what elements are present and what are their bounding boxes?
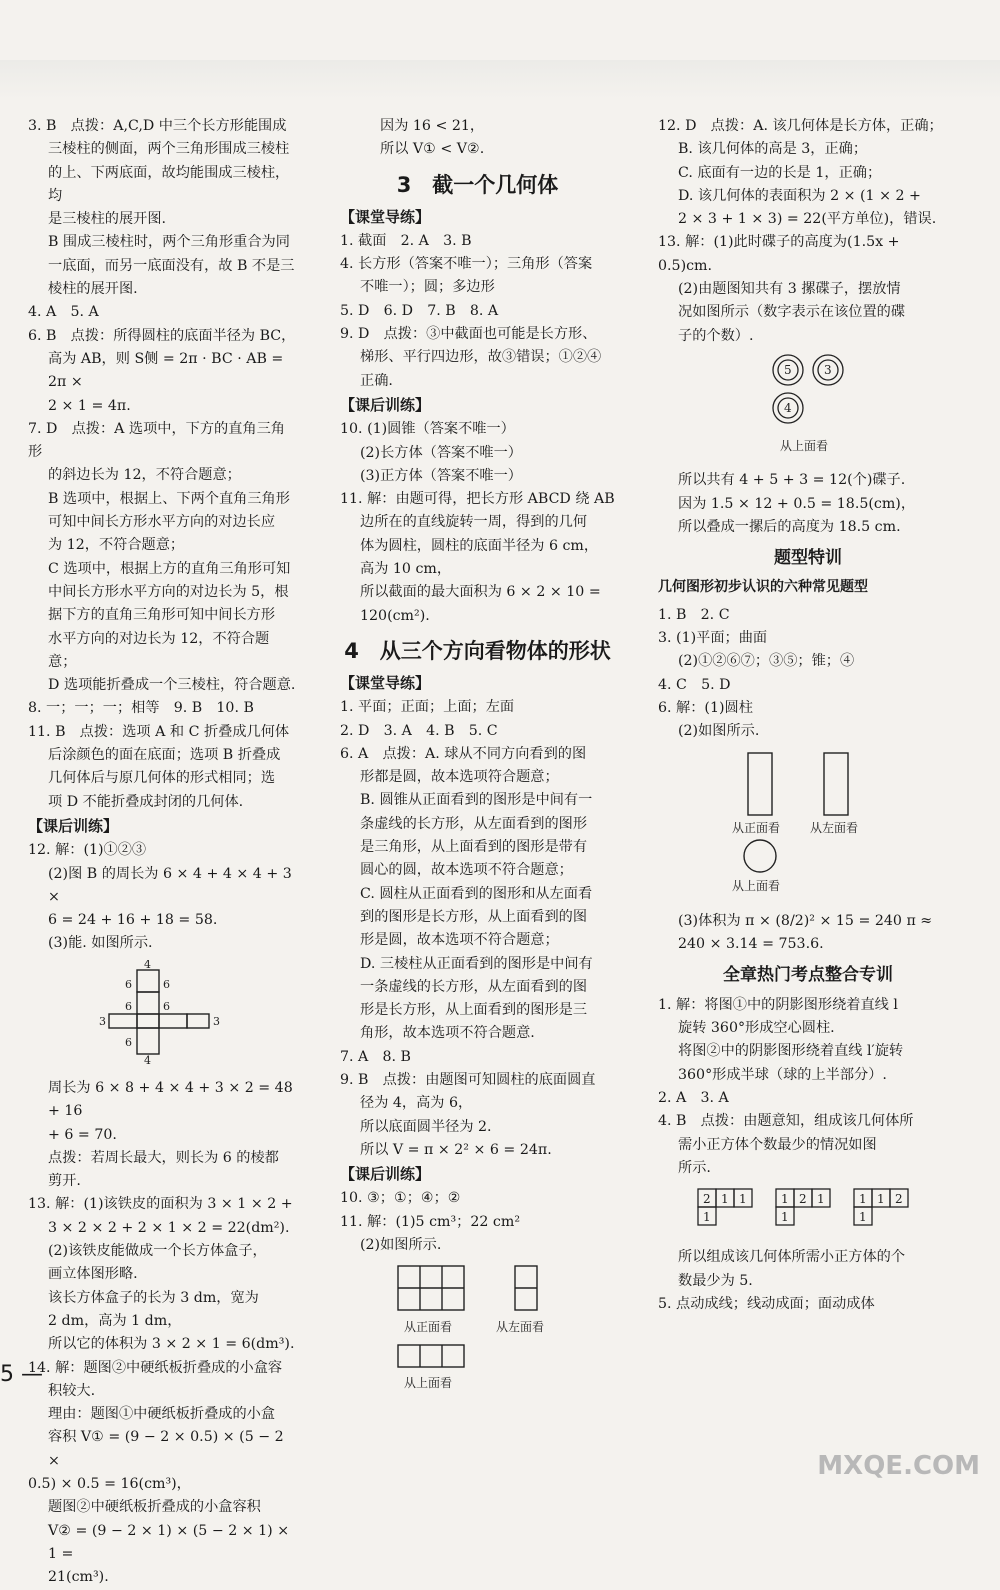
view-top-label: 从上面看: [403, 1376, 452, 1391]
column-1: [28, 115, 296, 1590]
text-line: 子的个数）.: [678, 327, 754, 344]
text-line: 因为 16 < 21，: [380, 118, 485, 134]
text-line: B. 圆锥从正面看到的图形是中间有一: [360, 792, 593, 809]
text-line: C. 圆柱从正面看到的图形和从左面看: [360, 885, 593, 902]
text-line: 所以叠成一摞后的高度为 18.5 cm.: [678, 518, 901, 535]
text-line: 将图②中的阴影图形绕着直线 l′旋转: [678, 1043, 904, 1060]
grid-number: 1: [817, 1192, 825, 1207]
text-line: 形都是圆，故本选项符合题意；: [360, 769, 559, 786]
text-line: 1. B 2. C: [658, 606, 730, 623]
view-left-label: 从左面看: [495, 1320, 544, 1335]
text-line: 14. 解：题图②中硬纸板折叠成的小盒容: [28, 1359, 283, 1376]
text-line: 可知中间长方形水平方向的对边长应: [48, 514, 276, 531]
view-front-label: 从正面看: [732, 820, 781, 835]
text-line: 形是长方形，从上面看到的图形是三: [360, 1002, 588, 1019]
text-line: 所以 V① < V②.: [380, 141, 485, 158]
text-line: 0.5)cm.: [658, 257, 713, 274]
grid-number: 2: [703, 1192, 711, 1207]
text-line: 4. C 5. D: [658, 676, 731, 693]
grid-number: 2: [799, 1192, 807, 1207]
text-line: B 围成三棱柱时，两个三角形重合为同: [48, 234, 290, 251]
text-line: (2)①②⑥⑦；③⑤；锥；④: [678, 653, 855, 670]
text-line: 1. 截面 2. A 3. B: [340, 232, 472, 249]
text-line: (2)如图所示.: [360, 1237, 442, 1254]
text-line: 因为 1.5 × 12 + 0.5 = 18.5(cm)，: [678, 495, 916, 512]
text-line: V② = (9 − 2 × 1) × (5 − 2 × 1) × 1 =: [48, 1522, 290, 1562]
text-line: 4. 长方形（答案不唯一）；三角形（答案: [340, 256, 593, 273]
text-line: 条虚线的长方形，从左面看到的图形: [360, 815, 588, 832]
net-label: 6: [125, 1035, 132, 1049]
text-line: 所以共有 4 + 5 + 3 = 12(个)碟子.: [678, 472, 906, 489]
text-line: 【课堂导练】: [340, 207, 431, 226]
text-line: 8. 一；一；一；相等 9. B 10. B: [28, 700, 254, 717]
text-line: 高为 AB，则 S侧 = 2π · BC · AB = 2π ×: [48, 350, 284, 391]
net-label: 3: [213, 1014, 220, 1028]
text-line: 所以它的体积为 3 × 2 × 1 = 6(dm³).: [48, 1336, 295, 1353]
text-line: 7. A 8. B: [340, 1048, 411, 1065]
text-line: 中间长方形水平方向的对边长为 5，根: [48, 583, 289, 600]
cylinder-views-figure: [658, 748, 958, 906]
text-line: (2)长方体（答案不唯一）: [360, 444, 522, 461]
text-line: 11. 解：由题可得，把长方形 ABCD 绕 AB: [340, 491, 615, 508]
text-line: 【课后训练】: [340, 1165, 431, 1184]
text-line: 4. B 点拨：由题意知，组成该几何体所: [658, 1113, 914, 1130]
text-line: 项 D 不能折叠成封闭的几何体.: [48, 793, 244, 810]
text-line: 为 12，不符合题意；: [48, 537, 185, 554]
text-line: 6. 解：(1)圆柱: [658, 699, 753, 716]
text-line: 【课堂导练】: [340, 673, 431, 692]
text-line: 需小正方体个数最少的情况如图: [678, 1136, 877, 1153]
text-line: 数最少为 5.: [678, 1272, 753, 1289]
grid-number: 1: [781, 1210, 789, 1225]
watermark-logo: MXQE.COM: [817, 1451, 980, 1481]
text-line: (3)正方体（答案不唯一）: [360, 467, 522, 484]
text-line: 径为 4，高为 6，: [360, 1095, 473, 1112]
section-tixing-title: 题型特训: [774, 548, 842, 569]
text-line: 况如图所示（数字表示在该位置的碟: [678, 304, 906, 321]
text-line: (3)体积为 π × (8/2)² × 15 = 240 π ≈: [678, 912, 933, 929]
net-label: 3: [99, 1014, 106, 1028]
plate-count: 5: [784, 362, 792, 377]
text-line: 该长方体盒子的长为 3 dm，宽为: [48, 1289, 259, 1306]
column-2: [340, 115, 615, 1404]
text-line: C 选项中，根据上方的直角三角形可知: [48, 560, 291, 577]
text-line: 3. B 点拨：A,C,D 中三个长方形能围成: [28, 118, 287, 134]
text-line: 周长为 6 × 8 + 4 × 4 + 3 × 2 = 48 + 16: [48, 1079, 293, 1120]
text-line: 几何体后与原几何体的形式相同；选: [48, 770, 276, 787]
net-label: 4: [144, 959, 151, 971]
text-line: (3)能. 如图所示.: [48, 935, 153, 952]
text-line: 【课后训练】: [28, 816, 119, 835]
text-line: D. 该几何体的表面积为 2 × (1 × 2 +: [678, 187, 921, 204]
text-line: 所以组成该几何体所需小正方体的个: [678, 1249, 906, 1266]
text-line: 圆心的圆，故本选项不符合题意；: [360, 862, 573, 879]
text-line: 一条虚线的长方形，从左面看到的图: [360, 978, 588, 995]
grid-number: 1: [703, 1210, 711, 1225]
text-line: 高为 10 cm，: [360, 561, 452, 578]
text-line: 2 × 3 + 1 × 3) = 22(平方单位)，错误.: [678, 211, 937, 228]
plate-count: 3: [824, 362, 832, 377]
text-line: 积较大.: [48, 1382, 96, 1399]
text-line: 水平方向的对边长为 12，不符合题意；: [48, 630, 270, 670]
text-line: 2 × 1 = 4π.: [48, 397, 131, 414]
text-line: 9. D 点拨：③中截面也可能是长方形、: [340, 326, 597, 343]
page-number: 5 —: [0, 1362, 43, 1387]
grid-number: 1: [739, 1192, 747, 1207]
text-line: 10. ③；①；④；②: [340, 1190, 461, 1207]
text-line: 6. A 点拨：A. 球从不同方向看到的图: [340, 745, 587, 762]
text-line: 的上、下两底面，故均能围成三棱柱，均: [48, 164, 290, 204]
cube-grids-figure: [658, 1184, 958, 1242]
text-line: (2)由题图知共有 3 摞碟子，摆放情: [678, 281, 901, 298]
text-line: 容积 V① = (9 − 2 × 0.5) × (5 − 2 ×: [48, 1429, 284, 1469]
text-line: 正确.: [360, 372, 393, 389]
text-line: 角形，故本选项不符合题意.: [360, 1025, 535, 1042]
plate-count: 4: [784, 400, 792, 415]
view-left-label: 从左面看: [810, 820, 859, 835]
text-line: 6 = 24 + 16 + 18 = 58.: [48, 912, 218, 929]
text-line: 0.5) × 0.5 = 16(cm³)，: [28, 1476, 191, 1493]
text-line: 13. 解：(1)该铁皮的面积为 3 × 1 × 2 +: [28, 1196, 293, 1213]
text-line: 1. 解：将图①中的阴影图形绕着直线 l: [658, 996, 898, 1013]
section-4-title: 4 从三个方向看物体的形状: [344, 638, 611, 663]
text-line: 9. B 点拨：由题图可知圆柱的底面圆直: [340, 1071, 596, 1088]
text-line: B 选项中，根据上、下两个直角三角形: [48, 490, 290, 507]
column-3: [658, 115, 958, 1316]
text-line: 360°形成半球（球的上半部分）.: [678, 1066, 887, 1083]
view-top-label: 从上面看: [732, 878, 781, 893]
text-line: 旋转 360°形成空心圆柱.: [678, 1020, 835, 1037]
text-line: 10. (1)圆锥（答案不唯一）: [340, 421, 515, 438]
plates-figure: [658, 352, 958, 465]
text-line: 1. 平面；正面；上面；左面: [340, 699, 515, 716]
text-line: 4. A 5. A: [28, 304, 99, 321]
text-line: 题图②中硬纸板折叠成的小盒容积: [48, 1499, 261, 1516]
net-label: 6: [125, 999, 132, 1013]
grid-number: 1: [859, 1210, 867, 1225]
text-line: + 6 = 70.: [48, 1126, 117, 1143]
text-line: 边所在的直线旋转一周，得到的几何: [360, 514, 588, 531]
text-line: 是三角形，从上面看到的图形是带有: [360, 839, 588, 856]
net-label: 4: [144, 1053, 151, 1065]
text-line: 所以 V = π × 2² × 6 = 24π.: [360, 1141, 552, 1158]
text-line: 到的图形是长方形，从上面看到的图: [360, 908, 588, 925]
three-views-figure: [340, 1261, 615, 1399]
text-line: 画立体图形略.: [48, 1266, 138, 1283]
grid-number: 2: [895, 1192, 903, 1207]
text-line: 据下方的直角三角形可知中间长方形: [48, 607, 276, 624]
text-line: 的斜边长为 12，不符合题意；: [48, 467, 241, 484]
text-line: B. 该几何体的高是 3，正确；: [678, 141, 868, 158]
text-line: 120(cm²).: [360, 607, 430, 624]
view-front-label: 从正面看: [403, 1320, 452, 1335]
text-line: 形是圆，故本选项不符合题意；: [360, 932, 559, 949]
text-line: D. 三棱柱从正面看到的图形是中间有: [360, 955, 593, 972]
text-line: 12. D 点拨：A. 该几何体是长方体，正确；: [658, 118, 943, 134]
section-3-title: 3 截一个几何体: [396, 172, 559, 197]
text-line: 所示.: [678, 1159, 711, 1176]
text-line: 体为圆柱，圆柱的底面半径为 6 cm，: [360, 537, 599, 554]
text-line: 7. D 点拨：A 选项中，下方的直角三角形: [28, 420, 285, 461]
text-line: 2 dm，高为 1 dm，: [48, 1312, 182, 1329]
text-line: 剪开.: [48, 1173, 81, 1190]
text-line: 12. 解：(1)①②③: [28, 842, 147, 859]
text-line: D 选项能折叠成一个三棱柱，符合题意.: [48, 677, 296, 694]
text-line: 11. 解：(1)5 cm³；22 cm²: [340, 1213, 521, 1230]
text-line: 梯形、平行四边形，故③错误；①②④: [360, 349, 602, 366]
grid-number: 1: [721, 1192, 729, 1207]
text-line: 2. D 3. A 4. B 5. C: [340, 722, 498, 739]
grid-number: 1: [877, 1192, 885, 1207]
text-line: 三棱柱的侧面，两个三角形围成三棱柱: [48, 141, 290, 158]
header-band: [0, 60, 1000, 100]
text-line: (2)该铁皮能做成一个长方体盒子，: [48, 1243, 267, 1260]
text-line: 棱柱的展开图.: [48, 281, 138, 298]
text-line: 理由：题图①中硬纸板折叠成的小盒: [48, 1406, 276, 1423]
text-line: 所以截面的最大面积为 6 × 2 × 10 =: [360, 584, 601, 601]
text-line: 5. 点动成线；线动成面；面动成体: [658, 1295, 875, 1312]
section-tixing-subtitle: 几何图形初步认识的六种常见题型: [658, 579, 868, 596]
text-line: 是三棱柱的展开图.: [48, 211, 167, 228]
text-line: 不唯一）；圆；多边形: [360, 279, 495, 296]
grid-number: 1: [781, 1192, 789, 1207]
text-line: 3 × 2 × 2 + 2 × 1 × 2 = 22(dm²).: [48, 1219, 290, 1236]
text-line: 11. B 点拨：选项 A 和 C 折叠成几何体: [28, 723, 290, 740]
text-line: 一底面，而另一底面没有，故 B 不是三: [48, 257, 295, 274]
text-line: 3. (1)平面；曲面: [658, 630, 768, 647]
text-line: 【课后训练】: [340, 395, 431, 414]
view-top-label: 从上面看: [780, 438, 829, 453]
text-line: C. 底面有一边的长是 1，正确；: [678, 164, 882, 181]
net-label: 6: [163, 977, 170, 991]
net-label: 6: [125, 977, 132, 991]
text-line: 所以底面圆半径为 2.: [360, 1118, 492, 1135]
text-line: 点拨：若周长最大，则长为 6 的棱都: [48, 1149, 279, 1166]
text-line: 后涂颜色的面在底面；选项 B 折叠成: [48, 747, 281, 764]
cube-net-figure: [28, 960, 296, 1073]
text-line: 240 × 3.14 = 753.6.: [678, 936, 824, 953]
section-quanzhang-title: 全章热门考点整合专训: [723, 965, 893, 986]
text-line: 21(cm³).: [48, 1569, 109, 1586]
text-line: (2)如图所示.: [678, 723, 760, 740]
text-line: 2. A 3. A: [658, 1089, 729, 1106]
text-line: 6. B 点拨：所得圆柱的底面半径为 BC，: [28, 327, 296, 344]
net-label: 6: [163, 999, 170, 1013]
text-line: (2)图 B 的周长为 6 × 4 + 4 × 4 + 3 ×: [48, 865, 292, 905]
text-line: 5. D 6. D 7. B 8. A: [340, 302, 499, 319]
text-line: 13. 解：(1)此时碟子的高度为(1.5x +: [658, 234, 900, 251]
grid-number: 1: [859, 1192, 867, 1207]
